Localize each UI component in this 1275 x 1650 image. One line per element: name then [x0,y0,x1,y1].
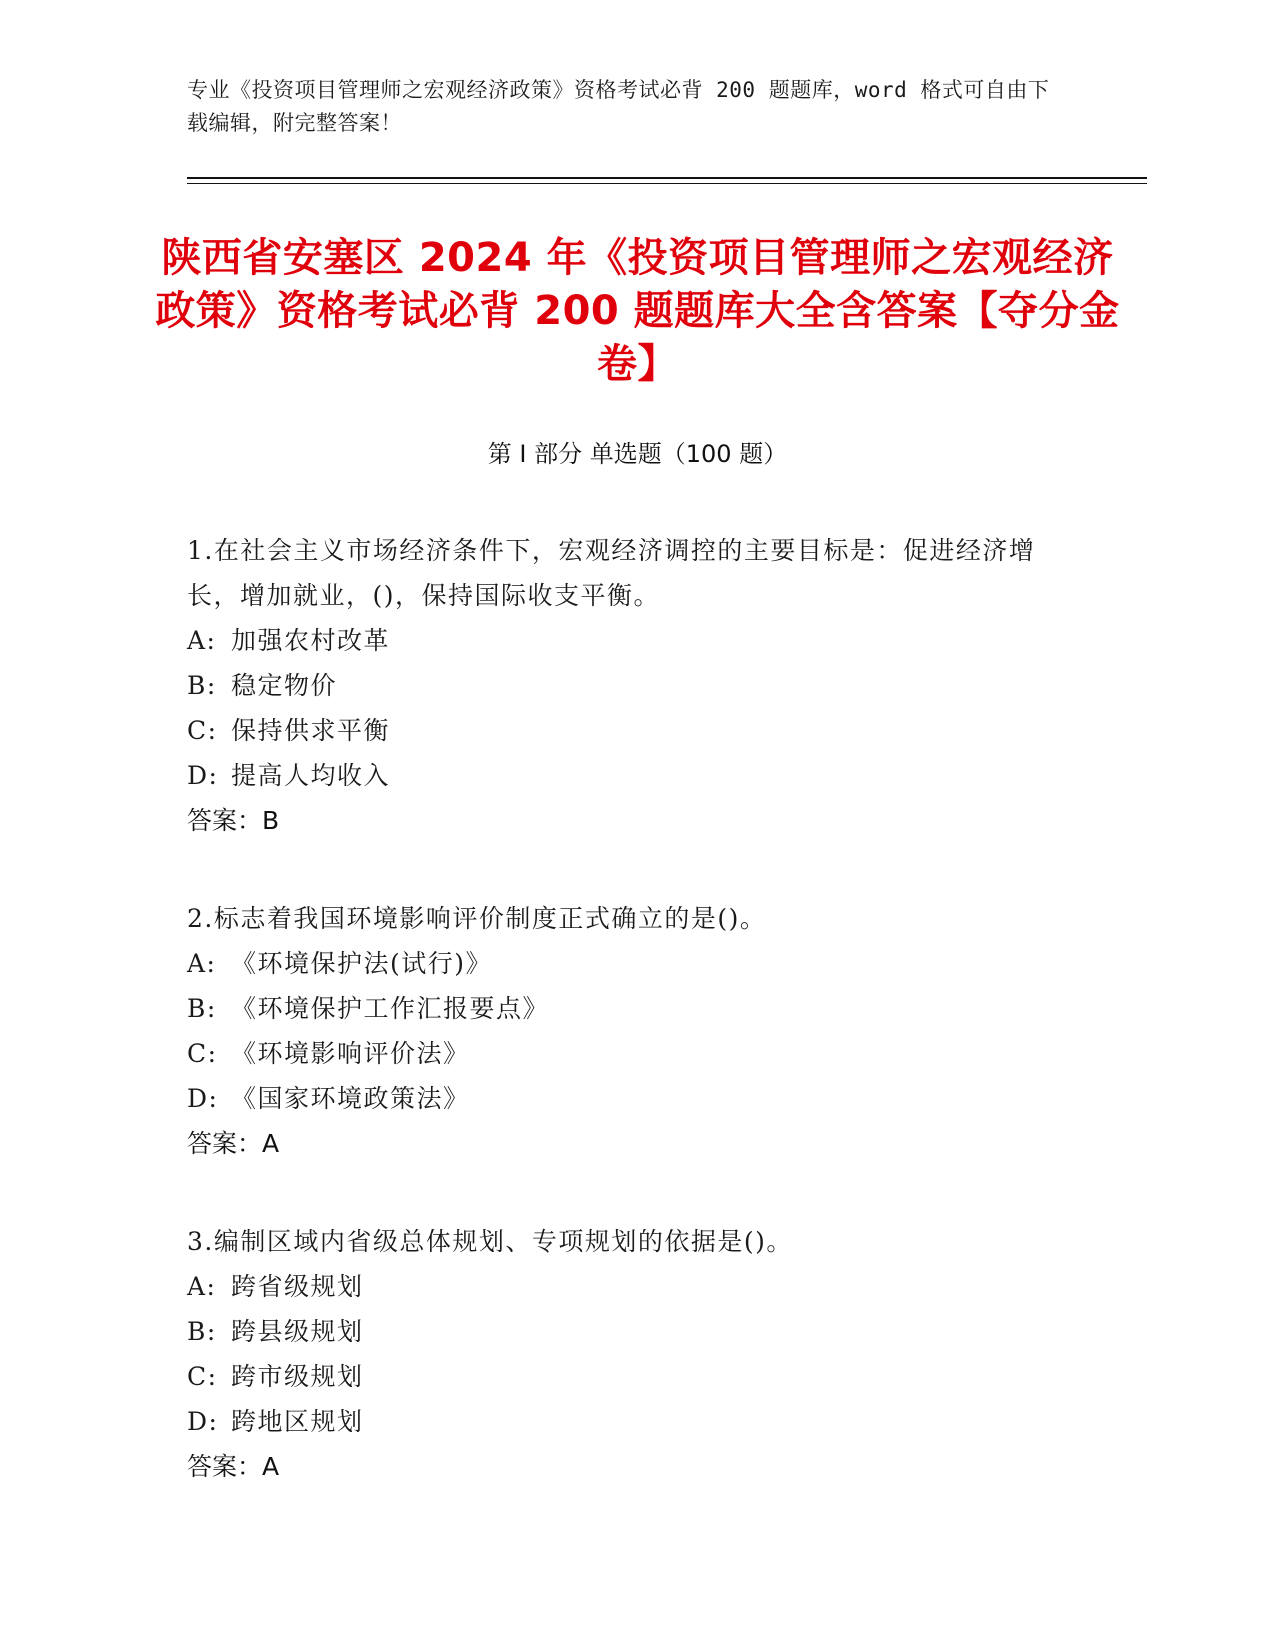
option-text: 稳定物价 [231,671,338,700]
option-letter: C: [187,716,218,745]
option-c [187,1354,1067,1399]
option-text: 跨市级规划 [231,1362,364,1391]
question-list [187,528,1067,1542]
option-a [187,618,1067,663]
question-stem: 2.标志着我国环境影响评价制度正式确立的是()。 [187,904,767,933]
option-text: 加强农村改革 [231,626,391,655]
option-b [187,663,1067,708]
option-text: 《国家环境政策法》 [231,1084,470,1113]
question-3 [187,1219,1067,1489]
answer-line: 答案：A [187,1452,280,1481]
option-letter: D: [187,1407,219,1436]
option-d [187,1399,1067,1444]
option-c [187,708,1067,753]
question-2 [187,896,1067,1166]
document-title: 陕西省安塞区 2024 年《投资项目管理师之宏观经济政策》资格考试必背 200 题题库大全含答案【夺分金卷】 [155,235,1120,387]
option-letter: B: [187,994,217,1023]
option-text: 跨省级规划 [231,1272,364,1301]
answer-line: 答案：A [187,1129,280,1158]
option-letter: A: [187,949,217,978]
question-1 [187,528,1067,843]
option-letter: C: [187,1039,218,1068]
option-letter: A: [187,626,217,655]
option-text: 《环境影响评价法》 [231,1039,470,1068]
option-letter: C: [187,1362,218,1391]
option-b [187,986,1067,1031]
option-letter: D: [187,761,219,790]
option-a [187,941,1067,986]
option-d [187,753,1067,798]
option-letter: D: [187,1084,219,1113]
option-c [187,1031,1067,1076]
option-text: 保持供求平衡 [231,716,391,745]
option-letter: B: [187,671,217,700]
option-text: 《环境保护工作汇报要点》 [231,994,550,1023]
option-text: 提高人均收入 [231,761,391,790]
option-text: 跨地区规划 [231,1407,364,1436]
header-divider-thick [187,177,1147,179]
option-text: 《环境保护法(试行)》 [231,949,493,978]
option-b [187,1309,1067,1354]
section-heading: 第 I 部分 单选题（100 题） [487,440,788,468]
option-letter: A: [187,1272,217,1301]
question-stem: 1.在社会主义市场经济条件下，宏观经济调控的主要目标是：促进经济增长，增加就业，()，保持国际收支平衡。 [187,536,1036,610]
option-d [187,1076,1067,1121]
header-divider-thin [187,183,1147,184]
answer-line: 答案：B [187,806,280,835]
option-text: 跨县级规划 [231,1317,364,1346]
option-letter: B: [187,1317,217,1346]
header-note: 专业《投资项目管理师之宏观经济政策》资格考试必背 200 题题库，word 格式可自由下载编辑，附完整答案！ [187,78,1050,135]
option-a [187,1264,1067,1309]
question-stem: 3.编制区域内省级总体规划、专项规划的依据是()。 [187,1227,793,1256]
